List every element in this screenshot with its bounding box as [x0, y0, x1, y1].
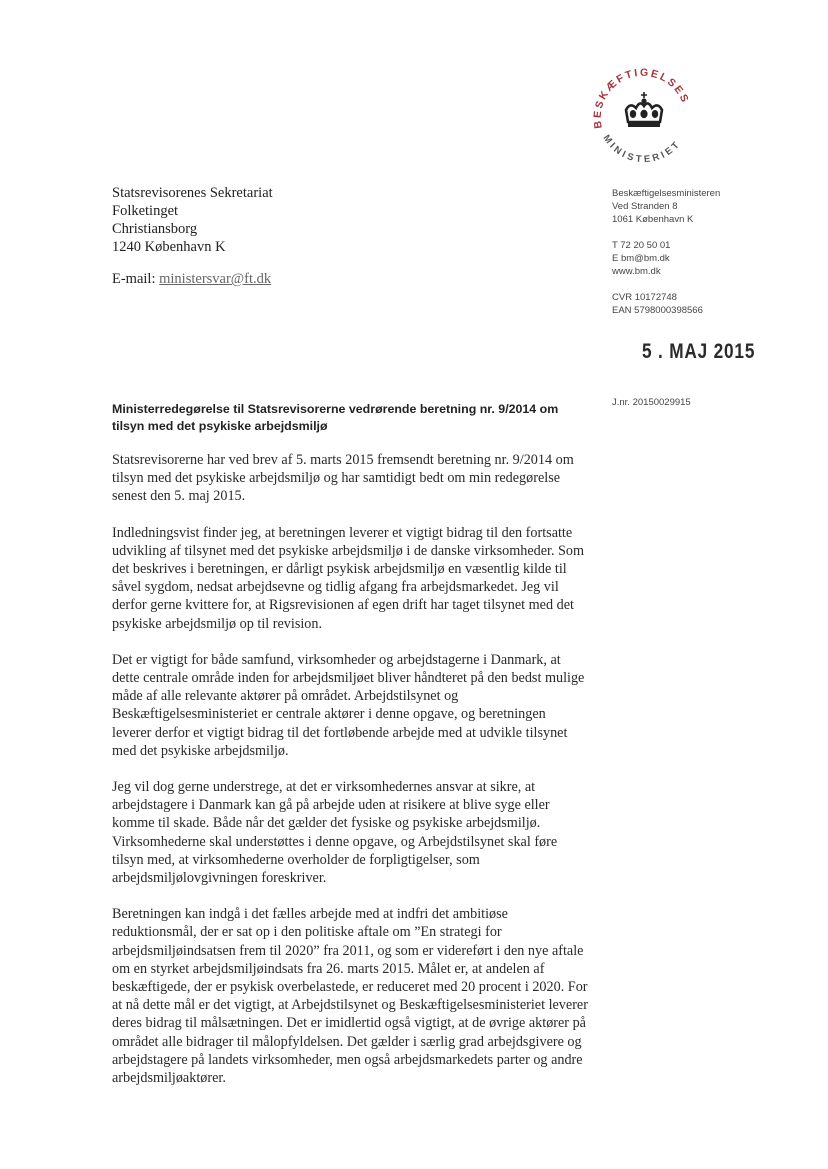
- sender-street: Ved Stranden 8: [612, 201, 678, 212]
- sender-city: 1061 København K: [612, 214, 694, 225]
- sender-ean: EAN 5798000398566: [612, 305, 703, 316]
- body-paragraph: Jeg vil dog gerne understrege, at det er virksomhedernes ansvar at sikre, at arbejdstagere i Danmark kan gå på arbejde uden at risikere at blive syge eller komme til skade. Både når det gælder det fysiske og psykiske arbejdsmiljø. Virksomhederne skal understøttes i denne opgave, og Arbejdstilsynet skal føre tilsyn med, at virksomhederne overholder de forpligtigelser, som arbejdsmiljølovgivningen foreskriver.: [112, 779, 558, 887]
- sender-web: www.bm.dk: [612, 266, 661, 277]
- recipient-line: 1240 København K: [112, 239, 226, 255]
- recipient-email: [112, 271, 271, 288]
- letter-subject: Ministerredegørelse til Statsrevisorerne vedrørende beretning nr. 9/2014 om tilsyn med det psykiske arbejdsmiljø: [112, 402, 559, 433]
- sender-phone: T 72 20 50 01: [612, 240, 671, 251]
- crown-icon: [626, 92, 662, 127]
- sender-cvr: CVR 10172748: [612, 292, 677, 303]
- body-paragraph: Indledningsvist finder jeg, at beretningen leverer et vigtigt bidrag til den fortsatte udvikling af tilsynet med det psykiske arbejdsmiljø i de danske virksomheder. Som det beskrives i beretningen, er dårligt psykisk arbejdsmiljø en væsentlig kilde til såvel sygdom, nedsat arbejdsevne og tidlig afgang fra arbejdsmarkedet. Jeg vil derfor gerne kvittere for, at Rigsrevisionen af egen drift har taget tilsynet med det psykiske arbejdsmiljø op til revision.: [112, 524, 585, 632]
- sender-email: E bm@bm.dk: [612, 253, 670, 264]
- logo-wordmark: [592, 67, 692, 130]
- recipient-line: Folketinget: [112, 203, 179, 219]
- logo-wordmark-top: BESKÆFTIGELSES: [591, 66, 692, 130]
- body-paragraph: Det er vigtigt for både samfund, virksomheder og arbejdstagerne i Danmark, at dette centrale område inden for arbejdsmiljøet bliver håndteret på den bedst mulige måde af alle relevante aktører på området. Arbejdstilsynet og Beskæftigelsesministeriet er centrale aktører i denne opgave, og beretningen leverer derfor et vigtigt bidrag til det fortløbende arbejde med at udvikle tilsynet med det psykiske arbejdsmiljø.: [112, 651, 585, 759]
- journal-number: J.nr. 20150029915: [612, 397, 691, 408]
- logo-wordmark-bottom: MINISTERIET: [600, 133, 684, 166]
- recipient-line: Christiansborg: [112, 221, 198, 237]
- recipient-address: [112, 184, 273, 256]
- recipient-line: Statsrevisorenes Sekretariat: [112, 185, 273, 201]
- ministry-logo: [582, 62, 704, 170]
- body-paragraph: Statsrevisorerne har ved brev af 5. marts 2015 fremsendt beretning nr. 9/2014 om tilsyn med det psykiske arbejdsmiljø og har samtidigt bedt om min redegørelse senest den 5. maj 2015.: [112, 452, 574, 505]
- email-label: E-mail:: [112, 271, 156, 287]
- letter-body: [112, 451, 588, 1105]
- body-paragraph: Beretningen kan indgå i det fælles arbejde med at indfri det ambitiøse reduktionsmål, der er sat op i den politiske aftale om ”En strategi for arbejdsmiljøindsatsen frem til 2020” fra 2011, og som er videreført i den nye aftale om en styrket arbejdsmiljøindsats fra 26. marts 2015. Målet er, at andelen af beskæftigede, der er psykisk overbelastede, er reduceret med 20 procent i 2020. For at nå dette mål er det vigtigt, at Arbejdstilsynet og Beskæftigelsesministeriet leverer deres bidrag til målsætningen. Det er imidlertid også vigtigt, at de øvrige aktører på området alle bidrager til målopfyldelsen. Det gælder i særlig grad arbejdsgivere og arbejdstagere på landets virksomheder, men også arbejdsmarkedets parter og andre arbejdsmiljøaktører.: [112, 906, 588, 1087]
- sender-name: Beskæftigelsesministeren: [612, 188, 721, 199]
- svg-text:MINISTERIET: [600, 133, 683, 165]
- date-stamp: 5 . MAJ 2015: [642, 340, 756, 363]
- email-link[interactable]: ministersvar@ft.dk: [159, 271, 272, 287]
- sender-info: [612, 187, 720, 317]
